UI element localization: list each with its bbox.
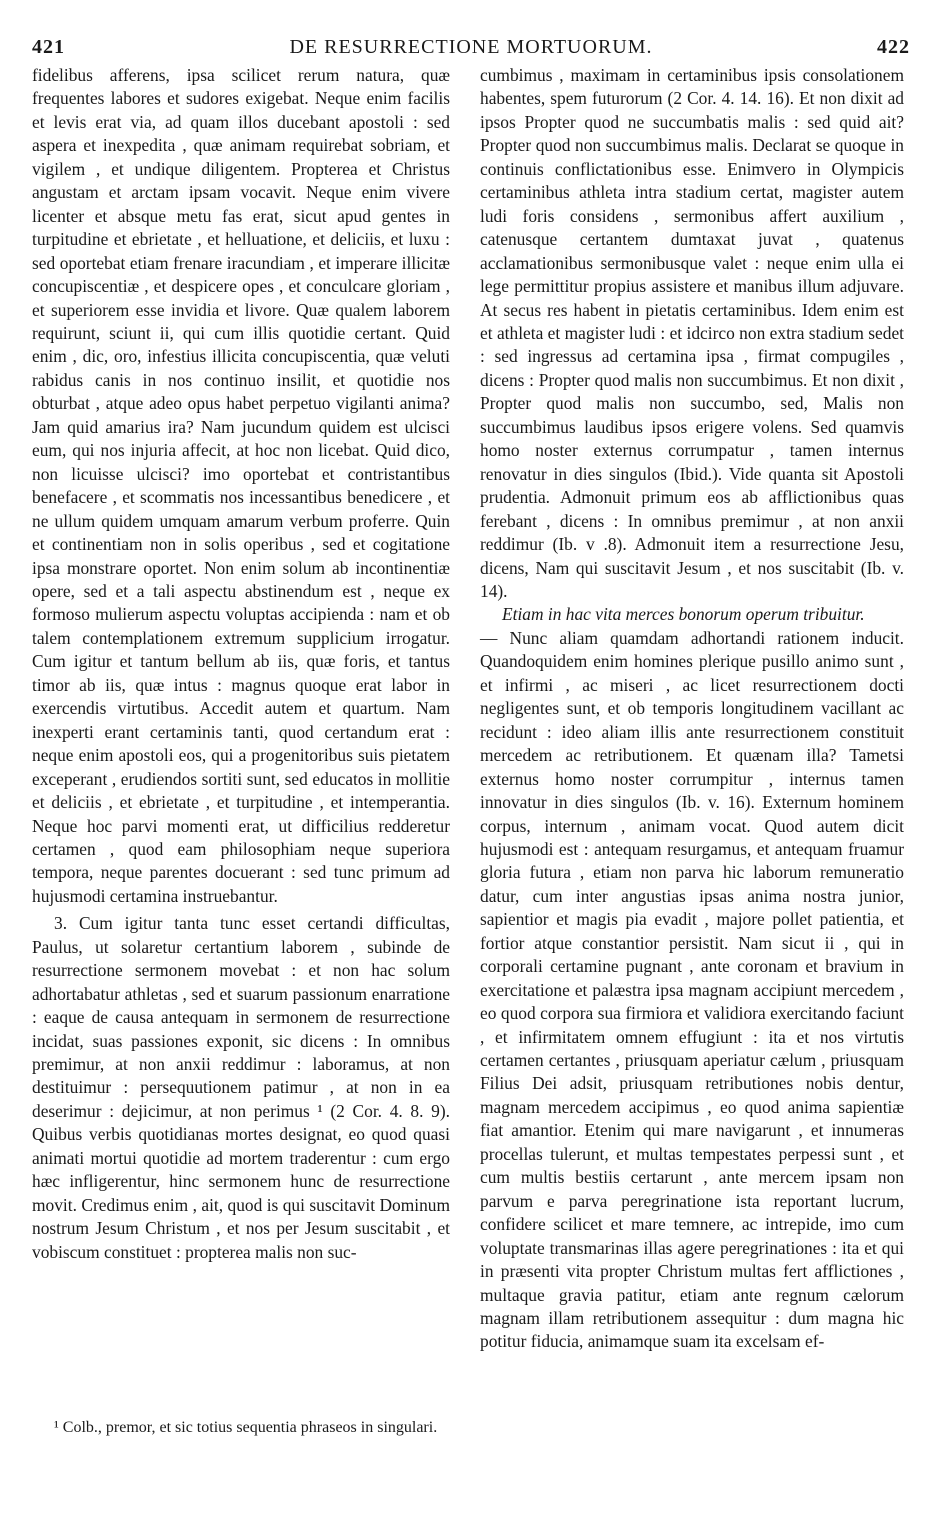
page-number-right: 422 [877,36,910,58]
left-paragraph-2: 3. Cum igitur tanta tunc esset certandi difficultas, Paulus, ut solaretur certantium laborem , subinde de resurrectione sermonem movebat : et non hac solum adhortabatur athletas , sed et suarum passionum enarratione : eaque de causa antequam in sermonem de resurrectione incidat, suas passiones exponit, sic dicens : In omnibus premimur, at non anxii reddimur : laboramus, at non destituimur : persequutionem patimur , at non in ea deserimur : dejicimur, at non perimus ¹ (2 Cor. 4. 8. 9). Quibus verbis quotidianas mortes designat, eo quod quasi animati mortui quotidie ad mortem traderentur : cum ergo hæc infligerentur, hinc sermonem hunc de resurrectione movit. Credimus enim , ait, quod is qui suscitavit Dominum nostrum Jesum Christum , et nos per Jesum suscitabit , et vobiscum constituet : propterea malis non suc- [32,913,450,1262]
right-paragraph-2: — Nunc aliam quamdam adhortandi rationem inducit. Quandoquidem enim homines plerique pusillo animo sunt , et infirmi , ac miseri , ac licet resurrectionem docti negligentes sunt, et ob temporis longitudinem vacillant ac recidunt : ideo aliam illis ante resurrectionem constituit mercedem ac retributionem. Et quænam illa? Tametsi externus homo noster corrumpitur , internus tamen innovatur in dies singulos (Ib. v. 16). Externum hominem corpus, internum , animam vocat. Quod autem dicit hujusmodi est : antequam resurgamus, et antequam fruamur gloria futura , etiam non parva hic laborum remuneratio datur, cum inter angustias ipsas anima nostra junior, sapientior et magis pia evadit , majore pollet patientia, et fortior atque constantior persistit. Nam sicut ii , qui in corporali certamine pugnant , ante coronam et bravium in exercitatione et palæstra ipsa magnam accipiunt mercedem , eo quod corpora sua firmiora et validiora exercitando faciunt , et infirmitatem omnem effugiunt : ita et nos virtutis certamen certantes , priusquam aperiatur cælum , priusquam Filius Dei adsit, priusquam retributiones nobis dentur, magnam mercedem accipimus , eo quod anima sapientiæ fiat amantior. Etenim qui mare navigarunt , et innumeras procellas tulerunt, et multas tempestates perpessi sunt , et cum multis bestiis certarunt , ante mercem ipsam non parvum e parva peregrinatione ista reportant lucrum, confidere scilicet et mare temnere, ac intrepide, imo cum voluptate transmarinas illas agere peregrinationes : ita et qui in præsenti vita propter Christum multas fert afflictiones , multaque gravia patitur, etiam ante regnum cælorum magnam illam retributionem assequitur : dum magna hic potitur fiducia, animamque suam ita excelsam ef- [480,627,904,1352]
right-column [480,64,904,1354]
right-paragraph-1: cumbimus , maximam in certaminibus ipsis consolationem habentes, spem futurorum (2 Cor. 4. 14. 16). Et non dixit ad ipsos Propter quod ne succumbatis malis : sed quid ait? Propter quod non succumbimus malis. Declarat se quoque in continuis conflictationibus esse. Enimvero in Olympicis certaminibus athleta intra stadium certat, magister autem ludi foris considens , sermonibus affert auxilium , catenusque certantem dumtaxat juvat , quatenus acclamationibus sermonibusque valet : neque enim ulla ei lege permittitur propius assistere et manibus illum adjuvare. At secus res habent in pietatis certaminibus. Idem enim est et athleta et magister ludi : et idcirco non extra stadium sedet : sed ingressus ad certamina ipsa , firmat compugiles , dicens : Propter quod malis non succumbimus. Et non dixit , Propter quod malis non succumbo, sed, Malis non succumbimus laudibus ipsos erigere volens. Sed quamvis homo noster externus corrumpatur , tamen internus renovatur in dies singulos (Ibid.). Vide quanta sit Apostoli prudentia. Admonuit primum eos ab afflictionibus quas ferebant , dicens : In omnibus premimur , at non anxii reddimur (Ib. v .8). Admonuit item a resurrectione Jesu, dicens, Nam qui suscitavit Jesum , et nos suscitabit (Ib. v. 14). [480,65,904,601]
left-column [32,64,450,1264]
running-title: DE RESURRECTIONE MORTUORUM. [289,36,653,58]
page-number-left: 421 [32,36,65,58]
footnote: ¹ Colb., premor, et sic totius sequentia phraseos in singulari. [54,1419,438,1436]
running-head [32,36,910,62]
left-paragraph-1: fidelibus afferens, ipsa scilicet rerum natura, quæ frequentes labores et sudores exigebat. Neque enim facilis et levis erat via, ad quam illos ducebant apostoli : sed aspera et inexpedita , quæ animam requirebat sobriam, et vigilem , et undique diligentem. Propterea et Christus angustam et arctam ipsam vocavit. Neque enim vivere licenter et absque metu fas erat, sicut apud gentes in turpitudine et ebrietate , et helluatione, et deliciis, et luxu : sed oportebat etiam frenare iracundiam , et imperare illicitæ concupiscentiæ , et despicere opes , et conculcare gloriam , et superiorem esse invidia et livore. Quæ qualem laborem requirunt, sciunt ii, qui cum illis quotidie certant. Quid enim , dic, oro, infestius illicita concupiscentia, quæ veluti rabidus canis in nos continuo insilit, et quotidie nos obturbat , atque adeo opus habet perpetuo vigilanti anima? Jam quid amarius ira? Nam jucundum quidem est ulcisci eum, qui nos injuria affecit, at hoc non licebat. Quid dico, non licuisse ulcisci? imo oportebat et contristantibus benefacere , et scommatis nos incessantibus benedicere , et ne ullum quidem umquam amarum verbum proferre. Quin et continentiam non in solis operibus , sed et cogitatione ipsa monstrare oportet. Non enim solum ab incontinentiæ opere, sed et a tali aspectu abstinendum est , neque ex formoso mulierum aspectu voluptas accipienda : nam et ob talem contemplationem extremum supplicium irrogatur. Cum igitur et tantum bellum ab iis, quæ foris, et tantus timor ab iis, quæ intus : magnus quoque erat labor in exercendis virtutibus. Accedit autem et quartum. Nam inexperti erant certaminis tanti, quod certandum erat : neque enim apostoli eos, qui a progenitoribus suis pietatem exceperant , erudiendos sortiti sunt, sed educatos in mollitie et deliciis , et ebrietate , et turpitudine , et intemperantia. Neque hoc parvi momenti erat, ut difficilius redderetur certamen , quod eam philosophiam neque superiora tempora, neque parentes docuerant : sed tunc primum ad hujusmodi certamina instruebantur. [32,65,450,906]
section-heading: Etiam in hac vita merces bonorum operum tribuitur. [502,604,865,625]
